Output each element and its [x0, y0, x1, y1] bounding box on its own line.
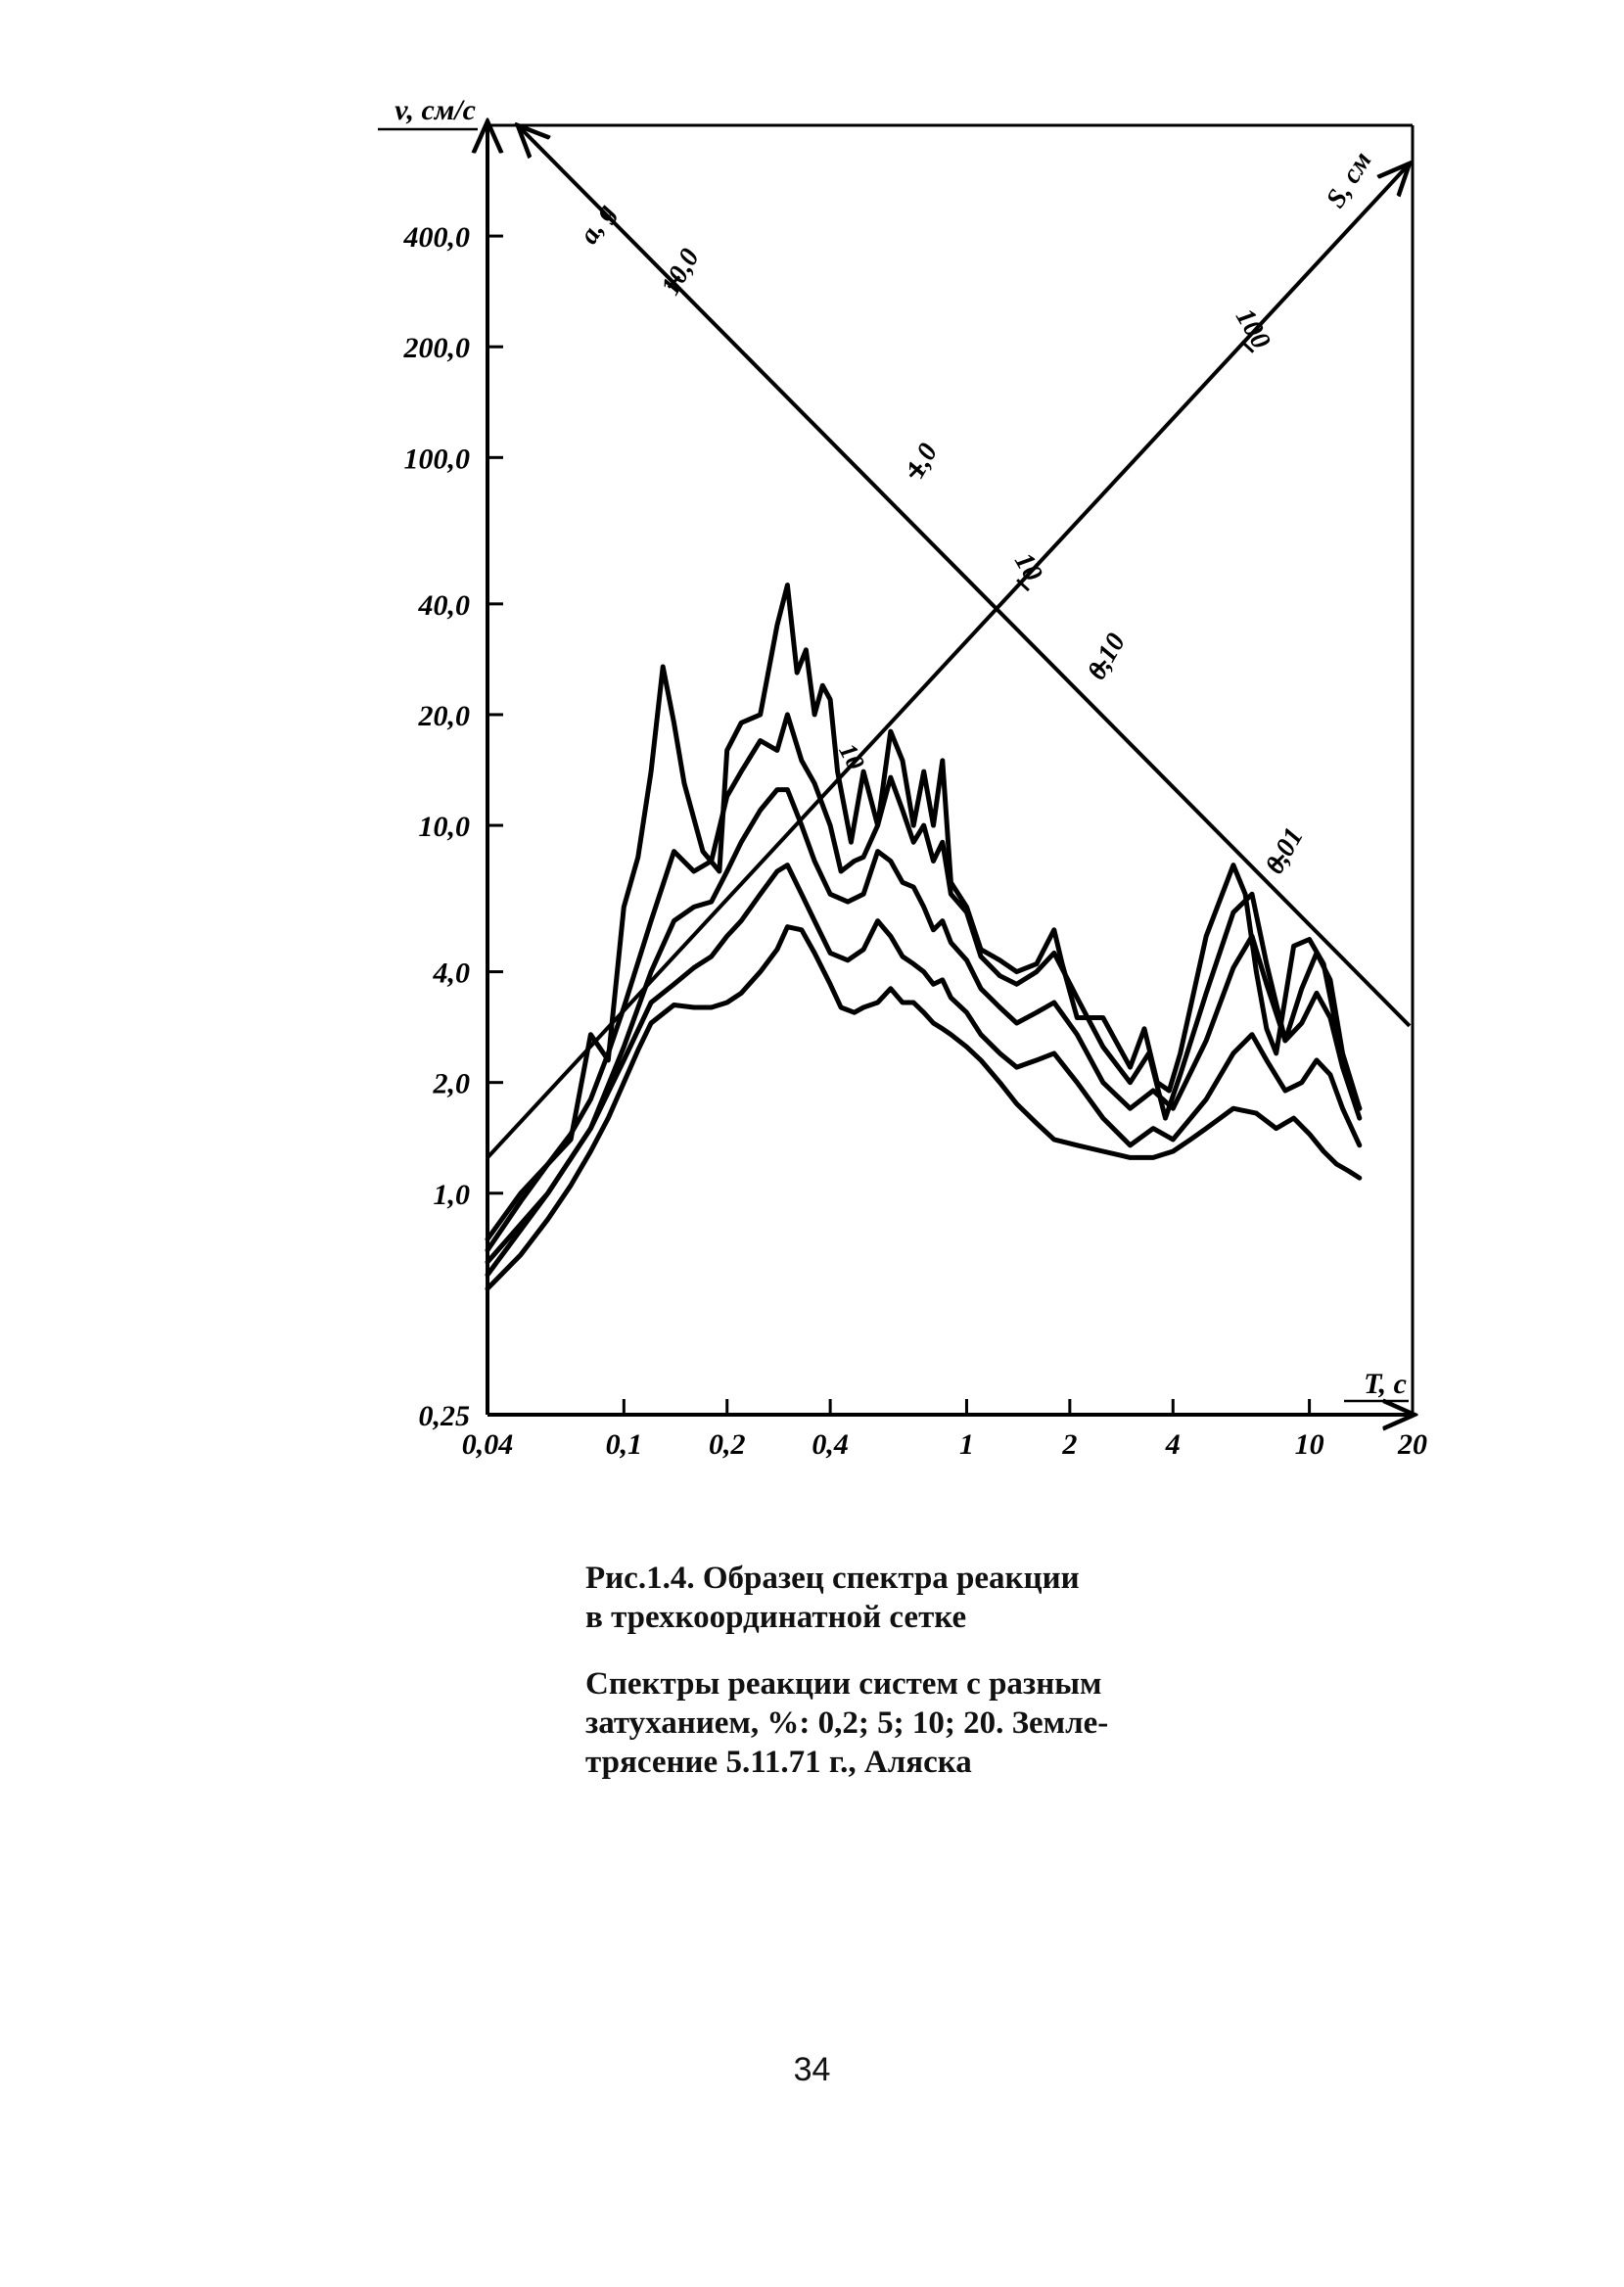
x-end-label: 20: [1398, 1428, 1427, 1461]
diagonal-axis-title-0: a, g: [573, 198, 622, 250]
y-tick-label-6: 4,0: [433, 957, 470, 990]
diagonal-tick-label-0-3: 0,01: [1259, 822, 1310, 880]
caption-body-line-1: Спектры реакции систем с разным: [585, 1666, 1102, 1702]
y-tick-label-8: 1,0: [433, 1178, 470, 1211]
x-tick-label-2: 0,2: [708, 1428, 746, 1461]
x-tick-label-3: 0,4: [812, 1428, 849, 1461]
x-axis-title: T, c: [1364, 1368, 1407, 1400]
diagonal-tick-label-0-0: 10,0: [655, 243, 706, 301]
y-axis-title: v, см/с: [394, 94, 476, 126]
caption-body-line-3: трясение 5.11.71 г., Аляска: [585, 1745, 972, 1780]
y-tick-label-3: 40,0: [418, 588, 470, 622]
y-tick-label-2: 100,0: [403, 443, 470, 476]
caption-title-line-2: в трехкоординатной сетке: [585, 1600, 967, 1635]
x-tick-label-6: 4: [1165, 1428, 1181, 1461]
x-tick-label-5: 2: [1062, 1428, 1078, 1461]
y-tick-label-5: 10,0: [418, 811, 470, 844]
x-tick-label-7: 10: [1294, 1428, 1324, 1461]
x-tick-label-0: 0,04: [461, 1428, 514, 1461]
y-tick-label-1: 200,0: [403, 332, 470, 365]
diagonal-axis-title-1: S, см: [1320, 146, 1378, 213]
x-tick-label-1: 0,1: [605, 1428, 643, 1461]
diagonal-axis-0: [518, 125, 1410, 1026]
diagonal-tick-label-0-2: 0,10: [1081, 628, 1133, 685]
y-tick-label-4: 20,0: [418, 699, 470, 732]
diagonal-tick-label-1-1: 100: [1229, 303, 1276, 354]
y-tick-label-7: 2,0: [433, 1067, 470, 1100]
y-tick-label-9: 0,25: [418, 1400, 470, 1432]
caption-body-line-2: затуханием, %: 0,2; 5; 10; 20. Земле-: [585, 1705, 1109, 1741]
curve-annotation-0: 10: [833, 738, 871, 775]
page-number: 34: [793, 2051, 831, 2088]
diagonal-tick-label-1-0: 10: [1007, 547, 1048, 587]
figure-caption-title: [585, 1559, 1271, 1637]
figure-caption-body: [585, 1664, 1271, 1782]
caption-title-line-1: Рис.1.4. Образец спектра реакции: [585, 1561, 1080, 1596]
x-tick-label-4: 1: [958, 1428, 974, 1461]
diagonal-tick-label-0-1: 1,0: [900, 438, 945, 484]
y-tick-label-0: 400,0: [403, 221, 470, 255]
